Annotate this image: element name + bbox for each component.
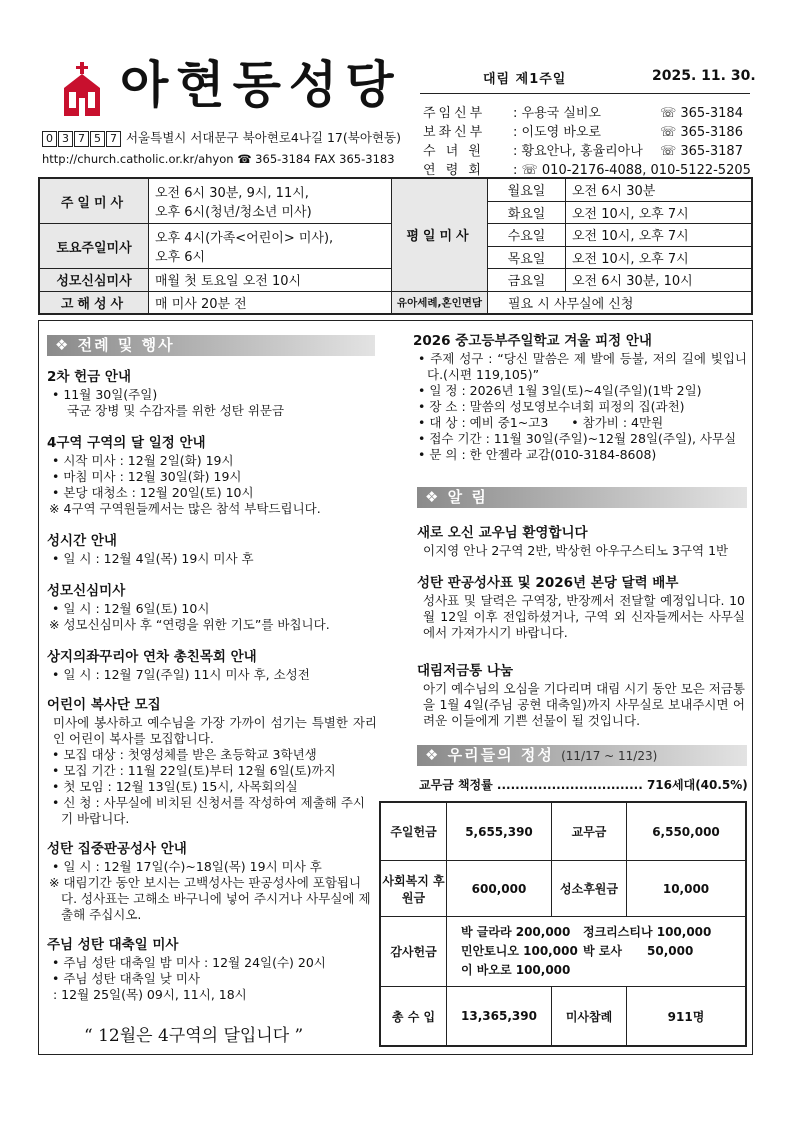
offering-label: 주일헌금: [381, 803, 447, 861]
staff-row: [423, 142, 753, 161]
staff-row: [423, 104, 753, 123]
notice-note: ※ 4구역 구역원들께서는 많은 참석 부탁드립니다.: [47, 501, 377, 517]
staff-phone: ☏ 365-3187: [660, 144, 743, 159]
zip-digit: 7: [106, 131, 121, 147]
notice-bullet: • 일 정 : 2026년 1월 3일(토)~4일(주일)(1박 2일): [413, 383, 747, 399]
notice-bullet: • 일 시 : 12월 4일(목) 19시 미사 후: [47, 551, 377, 567]
weekday-time: 오전 10시, 오후 7시: [566, 246, 752, 269]
notice-bullet: • 모집 대상 : 첫영성체를 받은 초등학교 3학년생: [47, 747, 377, 763]
notice-title: 대림저금통 나눔: [417, 663, 513, 679]
camp-notice: [413, 327, 747, 463]
zip-digit: 5: [90, 131, 105, 147]
donor: 이 바오로 100,000: [461, 963, 571, 977]
notice-title: 주님 성탄 대축일 미사: [47, 937, 179, 953]
church-name: 아현동성당: [120, 56, 402, 114]
notice-bullet: • 주제 성구 : “당신 말씀은 제 발에 등불, 저의 길에 빛입니다.(시편 119,105)”: [413, 351, 747, 383]
staff-role: 보좌신부: [423, 125, 486, 140]
website-link[interactable]: http://church.catholic.or.kr/ahyon: [42, 152, 234, 166]
notice-bullet: • 일 시 : 12월 17일(수)~18일(목) 19시 미사 후: [47, 859, 377, 875]
staff-phone: ☏ 365-3184: [660, 106, 743, 121]
bulletin-date: 2025. 11. 30.: [652, 68, 756, 84]
weekday-time: 오전 10시, 오후 7시: [566, 201, 752, 224]
notice-title: 2026 중고등부주일학교 겨울 피정 안내: [413, 333, 652, 349]
notice-note: ※ 성모신심미사 후 “연령을 위한 기도”를 바칩니다.: [47, 617, 377, 633]
notice-title: 성시간 안내: [47, 533, 117, 549]
news-section-header: ❖ 알 림: [417, 487, 747, 508]
offering-label: 교무금: [552, 803, 627, 861]
notice-bullet: • 문 의 : 한 안젤라 교감(010-3184-8608): [413, 447, 747, 463]
confession-time: 매 미사 20분 전: [149, 291, 392, 314]
offering-title: ❖ 우리들의 정성: [425, 746, 554, 764]
sunday-time-line: 오후 6시(청년/청소년 미사): [155, 205, 312, 220]
address-text: 서울특별시 서대문구 북아현로4나길 17(북아현동): [125, 130, 401, 145]
dues-pledge-rate: 교무금 책정률 ................................ 716세대(40.5%): [419, 778, 748, 792]
thanksgiving-row: [461, 923, 744, 942]
notice-bullet: • 장 소 : 말씀의 성모영보수녀회 피정의 집(과천): [413, 399, 747, 415]
notice-note: ※ 대림기간 동안 보시는 고백성사는 판공성사에 포함됩니다. 성사표는 고해소 바구니에 넣어 주시거나 사무실에 제출해 주십시오.: [47, 875, 377, 923]
notice-text: 이지영 안나 2구역 2반, 박상헌 아우구스티노 3구역 1반: [423, 543, 729, 558]
weekday: 화요일: [488, 201, 566, 224]
notice-text: 성사표 및 달력은 구역장, 반장께서 전달할 예정입니다. 10월 12일 이후 전입하셨거나, 구역 외 신자들께서는 사무실에서 가져가시기 바랍니다.: [423, 593, 745, 640]
staff-phone: ☏ 365-3186: [660, 125, 743, 140]
header-divider: [420, 93, 750, 94]
staff-name: : 우용국 실비오: [513, 106, 601, 121]
notice-bullet: • 일 시 : 12월 6일(토) 10시: [47, 601, 377, 617]
notice-bullet: • 참가비 : 4만원: [566, 415, 663, 431]
offering-value: 13,365,390: [447, 987, 552, 1046]
offering-value: 600,000: [447, 861, 552, 917]
weekday: 월요일: [488, 179, 566, 202]
offering-label: 미사참례: [552, 987, 627, 1046]
marian-mass-time: 매월 첫 토요일 오전 10시: [149, 269, 392, 292]
staff-name: : 황요안나, 홍율리아나: [513, 144, 643, 159]
weekday-time: 오전 10시, 오후 7시: [566, 224, 752, 247]
zip-digit: 3: [58, 131, 73, 147]
contact-line: [42, 152, 395, 166]
offering-period: (11/17 ~ 11/23): [561, 749, 658, 763]
notice-bullet: • 11월 30일(주일): [47, 387, 377, 403]
notice-title: 성탄 집중판공성사 안내: [47, 841, 187, 857]
notice-text: 아기 예수님의 오심을 기다리며 대림 시기 동안 모은 저금통을 1월 4일(주님 공현 대축일)까지 사무실로 보내주시면 어려운 이들에게 기쁜 선물이 될 것입니다.: [423, 681, 745, 728]
weekday: 목요일: [488, 246, 566, 269]
staff-role: 주임신부: [423, 106, 486, 121]
news-column: [417, 513, 745, 729]
marian-mass-label: 성모신심미사: [40, 269, 149, 292]
notice-text: : 12월 25일(목) 09시, 11시, 18시: [53, 987, 247, 1002]
infant-baptism-label: 유아세례,혼인면담: [392, 291, 488, 314]
saturday-time-line: 오후 6시: [155, 250, 206, 265]
notice-title: 상지의좌꾸리아 연차 총친목회 안내: [47, 649, 257, 665]
offering-value: 6,550,000: [627, 803, 746, 861]
offering-label: 성소후원금: [552, 861, 627, 917]
sunday-time-line: 오전 6시 30분, 9시, 11시,: [155, 186, 309, 201]
offering-label: 총 수 입: [381, 987, 447, 1046]
notice-bullet-pair: [413, 415, 747, 431]
notice-title: 4구역 구역의 달 일정 안내: [47, 435, 206, 451]
donor: 박 로사 50,000: [583, 944, 694, 958]
monthly-slogan: “ 12월은 4구역의 달입니다 ”: [84, 1026, 304, 1046]
notice-bullet: • 시작 미사 : 12월 2일(화) 19시: [47, 453, 377, 469]
staff-list: [423, 104, 753, 180]
thanksgiving-row: [461, 961, 744, 980]
donor: 박 글라라 200,000: [461, 925, 571, 939]
weekday-time: 오전 6시 30분, 10시: [566, 269, 752, 292]
weekday: 수요일: [488, 224, 566, 247]
infant-baptism-time: 필요 시 사무실에 신청: [488, 291, 752, 314]
saturday-mass-times: [149, 224, 392, 269]
donor: 민안토니오 100,000: [461, 944, 578, 958]
notice-bullet: • 주님 성탄 대축일 밤 미사 : 12월 24일(수) 20시: [47, 955, 377, 971]
staff-role: 연 령 회: [423, 163, 484, 178]
confession-label: 고해성사: [40, 291, 149, 314]
offering-label: 사회복지 후원금: [381, 861, 447, 917]
staff-role: 수 녀 원: [423, 144, 484, 159]
offering-value: 911명: [627, 987, 746, 1046]
sunday-mass-label: 주일미사: [40, 179, 149, 224]
offering-value: 10,000: [627, 861, 746, 917]
church-address: [42, 128, 401, 147]
notice-title: 성탄 판공성사표 및 2026년 본당 달력 배부: [417, 575, 679, 591]
weekday: 금요일: [488, 269, 566, 292]
thanksgiving-list: [447, 917, 746, 987]
zip-digit: 0: [42, 131, 57, 147]
notice-bullet: • 마침 미사 : 12월 30일(화) 19시: [47, 469, 377, 485]
notice-bullet: • 첫 모임 : 12월 13일(토) 15시, 사목회의실: [47, 779, 377, 795]
notice-title: 성모신심미사: [47, 583, 126, 599]
notice-bullet: • 일 시 : 12월 7일(주일) 11시 미사 후, 소성전: [47, 667, 377, 683]
weekday-time: 오전 6시 30분: [566, 179, 752, 202]
staff-row: [423, 123, 753, 142]
staff-name: : ☏ 010-2176-4088, 010-5122-5205: [513, 163, 751, 178]
liturgy-column: [47, 357, 377, 1003]
notice-title: 2차 헌금 안내: [47, 369, 131, 385]
saturday-time-line: 오후 4시(가족<어린이> 미사),: [155, 231, 334, 246]
liturgical-season: 대림 제1주일: [483, 72, 567, 87]
notice-text: 미사에 봉사하고 예수님을 가장 가까이 섬기는 특별한 자리인 어린이 복사를 모집합니다.: [53, 715, 377, 746]
notice-title: 어린이 복사단 모집: [47, 697, 161, 713]
notice-bullet: • 접수 기간 : 11월 30일(주일)~12월 28일(주일), 사무실: [413, 431, 747, 447]
liturgy-section-header: ❖ 전례 및 행사: [47, 335, 375, 356]
offering-section-header: [417, 745, 747, 766]
offering-table: [379, 801, 747, 1047]
weekday-mass-label: 평일미사: [392, 179, 488, 292]
office-phone: ☎ 365-3184 FAX 365-3183: [237, 152, 395, 166]
saturday-mass-label: 토요주일미사: [40, 224, 149, 269]
offering-label: 감사헌금: [381, 917, 447, 987]
donor: 정크리스티나 100,000: [583, 925, 712, 939]
mass-schedule-table: [38, 177, 753, 315]
offering-value: 5,655,390: [447, 803, 552, 861]
notice-bullet: • 본당 대청소 : 12월 20일(토) 10시: [47, 485, 377, 501]
notice-title: 새로 오신 교우님 환영합니다: [417, 525, 588, 541]
staff-name: : 이도영 바오로: [513, 125, 601, 140]
notice-bullet: • 신 청 : 사무실에 비치된 신청서를 작성하여 제출해 주시기 바랍니다.: [47, 795, 377, 827]
church-logo-icon: [60, 62, 104, 116]
notice-bullet: • 주님 성탄 대축일 낮 미사: [47, 971, 377, 987]
notice-bullet: • 모집 기간 : 11월 22일(토)부터 12월 6일(토)까지: [47, 763, 377, 779]
zip-digit: 7: [74, 131, 89, 147]
thanksgiving-row: [461, 942, 744, 961]
sunday-mass-times: [149, 179, 392, 224]
notice-bullet: • 대 상 : 예비 중1~고3: [413, 415, 548, 431]
notice-text: 국군 장병 및 수감자를 위한 성탄 위문금: [67, 403, 285, 418]
